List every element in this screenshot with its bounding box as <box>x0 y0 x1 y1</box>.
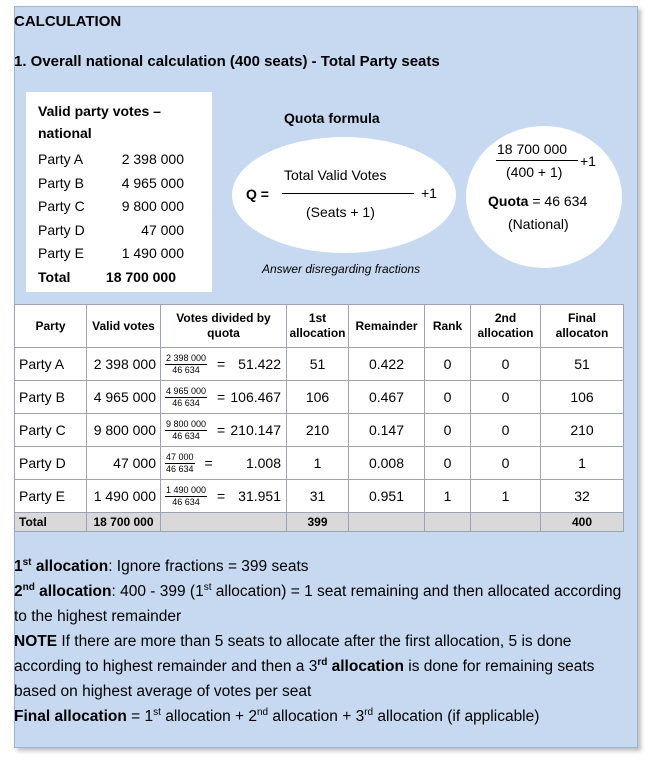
cell-rank: 0 <box>425 381 471 414</box>
allocation-table <box>14 304 624 532</box>
party-name: Party A <box>38 151 84 167</box>
division-fraction <box>165 485 207 508</box>
formula-fraction-line <box>282 193 414 194</box>
fraction-denominator: 46 634 <box>172 397 200 408</box>
fraction-numerator: 1 490 000 <box>166 484 207 495</box>
note-text: allocation + 3 <box>268 708 365 725</box>
cell-party: Party B <box>15 381 87 414</box>
cell-rank: 0 <box>425 348 471 381</box>
note-text: allocation (if applicable) <box>373 708 540 725</box>
cell-party: Party D <box>15 447 87 480</box>
cell-first-allocation: 210 <box>287 414 349 447</box>
party-votes: 2 398 000 <box>121 151 184 167</box>
header-party: Party <box>15 305 87 348</box>
note-label: Final allocation <box>14 708 127 725</box>
header-valid-votes: Valid votes <box>87 305 161 348</box>
formula-note: Answer disregarding fractions <box>262 262 421 276</box>
cell-votes: 4 965 000 <box>87 381 161 414</box>
total-empty-cell <box>471 513 541 532</box>
page-title: CALCULATION <box>14 13 122 30</box>
total-final-allocation: 400 <box>541 513 624 532</box>
cell-votes: 2 398 000 <box>87 348 161 381</box>
note-text: allocation + 2 <box>160 708 257 725</box>
total-empty-cell <box>161 513 287 532</box>
cell-rank: 1 <box>425 480 471 513</box>
header-final-allocation: Final allocaton <box>541 305 624 348</box>
fraction-denominator: 46 634 <box>172 430 200 441</box>
table-total-row <box>15 513 624 532</box>
ordinal-suffix: st <box>153 706 161 718</box>
note-text: : 400 - 399 (1 <box>111 583 204 600</box>
note-label: allocation <box>327 658 404 675</box>
note-text: is done for remaining seats based on highest average of votes per seat <box>14 658 595 700</box>
fraction-numerator: 9 800 000 <box>166 418 207 429</box>
valid-votes-title: Valid party votes – national <box>38 103 161 141</box>
fraction-numerator: 2 398 000 <box>166 352 207 363</box>
quota-formula-label: Quota formula <box>284 110 380 126</box>
cell-final-allocation: 1 <box>541 447 624 480</box>
division-result: 51.422 <box>238 356 281 372</box>
cell-party: Party C <box>15 414 87 447</box>
cell-final-allocation: 106 <box>541 381 624 414</box>
party-votes: 4 965 000 <box>121 175 184 191</box>
note-text: = 1 <box>126 708 154 725</box>
second-allocation-note <box>14 579 624 629</box>
total-label: Total <box>38 269 71 285</box>
party-votes-row <box>38 175 184 191</box>
cell-division <box>161 447 287 480</box>
cell-votes: 1 490 000 <box>87 480 161 513</box>
formula-plus-one: +1 <box>421 185 437 201</box>
quota-result <box>488 193 587 209</box>
formula-numerator: Total Valid Votes <box>284 167 387 183</box>
fraction-numerator: 47 000 <box>166 451 194 462</box>
quota-numerator: 18 700 000 <box>497 141 568 157</box>
party-name: Party E <box>38 245 84 261</box>
cell-division <box>161 480 287 513</box>
total-votes-row <box>38 269 176 285</box>
cell-second-allocation: 0 <box>471 447 541 480</box>
division-fraction <box>165 419 207 442</box>
header-votes-divided: Votes divided by quota <box>161 305 287 348</box>
header-remainder: Remainder <box>349 305 425 348</box>
final-allocation-note <box>14 704 624 729</box>
quota-result-label: Quota <box>488 193 529 209</box>
party-name: Party B <box>38 175 84 191</box>
ordinal-number: 1 <box>14 558 23 575</box>
note-text: allocation) = 1 seat remaining and then allocated according to the highest remainder <box>14 583 622 625</box>
party-name: Party D <box>38 222 85 238</box>
cell-votes: 47 000 <box>87 447 161 480</box>
quota-plus-one: +1 <box>580 153 596 169</box>
party-votes-row <box>38 151 184 167</box>
cell-rank: 0 <box>425 447 471 480</box>
valid-votes-box <box>26 92 212 292</box>
table-row <box>15 480 624 513</box>
cell-division <box>161 348 287 381</box>
formula-denominator: (Seats + 1) <box>306 204 375 220</box>
equals-sign: = <box>204 455 213 471</box>
division-result: 106.467 <box>230 389 281 405</box>
cell-second-allocation: 0 <box>471 348 541 381</box>
cell-first-allocation: 31 <box>287 480 349 513</box>
cell-remainder: 0.422 <box>349 348 425 381</box>
ordinal-suffix: st <box>22 556 32 568</box>
total-votes: 18 700 000 <box>87 513 161 532</box>
equals-sign: = <box>217 389 226 405</box>
quota-scope: (National) <box>508 216 569 232</box>
cell-first-allocation: 106 <box>287 381 349 414</box>
cell-remainder: 0.467 <box>349 381 425 414</box>
allocation-notes <box>14 554 624 729</box>
table-row <box>15 447 624 480</box>
total-empty-cell <box>349 513 425 532</box>
ordinal-suffix: nd <box>257 706 269 718</box>
cell-final-allocation: 210 <box>541 414 624 447</box>
party-votes: 47 000 <box>141 222 184 238</box>
party-votes-row <box>38 198 184 214</box>
header-second-allocation: 2nd allocation <box>471 305 541 348</box>
cell-final-allocation: 51 <box>541 348 624 381</box>
fraction-denominator: 46 634 <box>166 463 194 474</box>
note-label: allocation <box>34 583 112 600</box>
party-votes: 1 490 000 <box>121 245 184 261</box>
cell-votes: 9 800 000 <box>87 414 161 447</box>
fraction-numerator: 4 965 000 <box>166 385 207 396</box>
cell-second-allocation: 0 <box>471 414 541 447</box>
ordinal-suffix: nd <box>22 581 35 593</box>
section-title: 1. Overall national calculation (400 seats) - Total Party seats <box>14 53 440 70</box>
note-text: : Ignore fractions = 399 seats <box>108 558 309 575</box>
division-fraction <box>165 353 207 376</box>
division-result: 210.147 <box>230 422 281 438</box>
fraction-denominator: 46 634 <box>172 496 200 507</box>
party-votes: 9 800 000 <box>121 198 184 214</box>
cell-second-allocation: 1 <box>471 480 541 513</box>
table-header-row <box>15 305 624 348</box>
ordinal-number: 2 <box>14 583 23 600</box>
division-fraction <box>165 452 195 475</box>
ordinal-suffix: st <box>203 581 212 593</box>
quota-result-value: = 46 634 <box>532 193 588 209</box>
cell-party: Party A <box>15 348 87 381</box>
party-votes-row <box>38 222 184 238</box>
note-label: NOTE <box>14 633 58 650</box>
table-row <box>15 414 624 447</box>
cell-second-allocation: 0 <box>471 381 541 414</box>
ordinal-suffix: rd <box>364 706 374 718</box>
cell-division <box>161 414 287 447</box>
division-result: 31.951 <box>238 488 281 504</box>
party-votes-row <box>38 245 184 261</box>
formula-q-label: Q = <box>246 186 269 202</box>
total-value: 18 700 000 <box>105 269 176 285</box>
header-first-allocation: 1st allocation <box>287 305 349 348</box>
cell-division <box>161 381 287 414</box>
note-paragraph <box>14 629 624 704</box>
table-row <box>15 348 624 381</box>
party-name: Party C <box>38 198 85 214</box>
note-label: allocation <box>31 558 109 575</box>
cell-first-allocation: 1 <box>287 447 349 480</box>
first-allocation-note <box>14 554 624 579</box>
division-result: 1.008 <box>245 455 281 471</box>
quota-denominator: (400 + 1) <box>506 164 563 180</box>
cell-remainder: 0.951 <box>349 480 425 513</box>
cell-remainder: 0.008 <box>349 447 425 480</box>
cell-first-allocation: 51 <box>287 348 349 381</box>
fraction-denominator: 46 634 <box>172 364 200 375</box>
total-empty-cell <box>425 513 471 532</box>
division-fraction <box>165 386 207 409</box>
total-label: Total <box>15 513 87 532</box>
cell-remainder: 0.147 <box>349 414 425 447</box>
equals-sign: = <box>217 422 226 438</box>
cell-party: Party E <box>15 480 87 513</box>
note-text: If there are more than 5 seats to allocate after the first allocation, 5 is done according to highest remainder and then a 3 <box>14 633 572 675</box>
cell-rank: 0 <box>425 414 471 447</box>
equals-sign: = <box>217 356 226 372</box>
quota-fraction-line <box>496 160 578 161</box>
table-row <box>15 381 624 414</box>
equals-sign: = <box>217 488 226 504</box>
header-rank: Rank <box>425 305 471 348</box>
ordinal-suffix: rd <box>317 656 328 668</box>
total-first-allocation: 399 <box>287 513 349 532</box>
cell-final-allocation: 32 <box>541 480 624 513</box>
